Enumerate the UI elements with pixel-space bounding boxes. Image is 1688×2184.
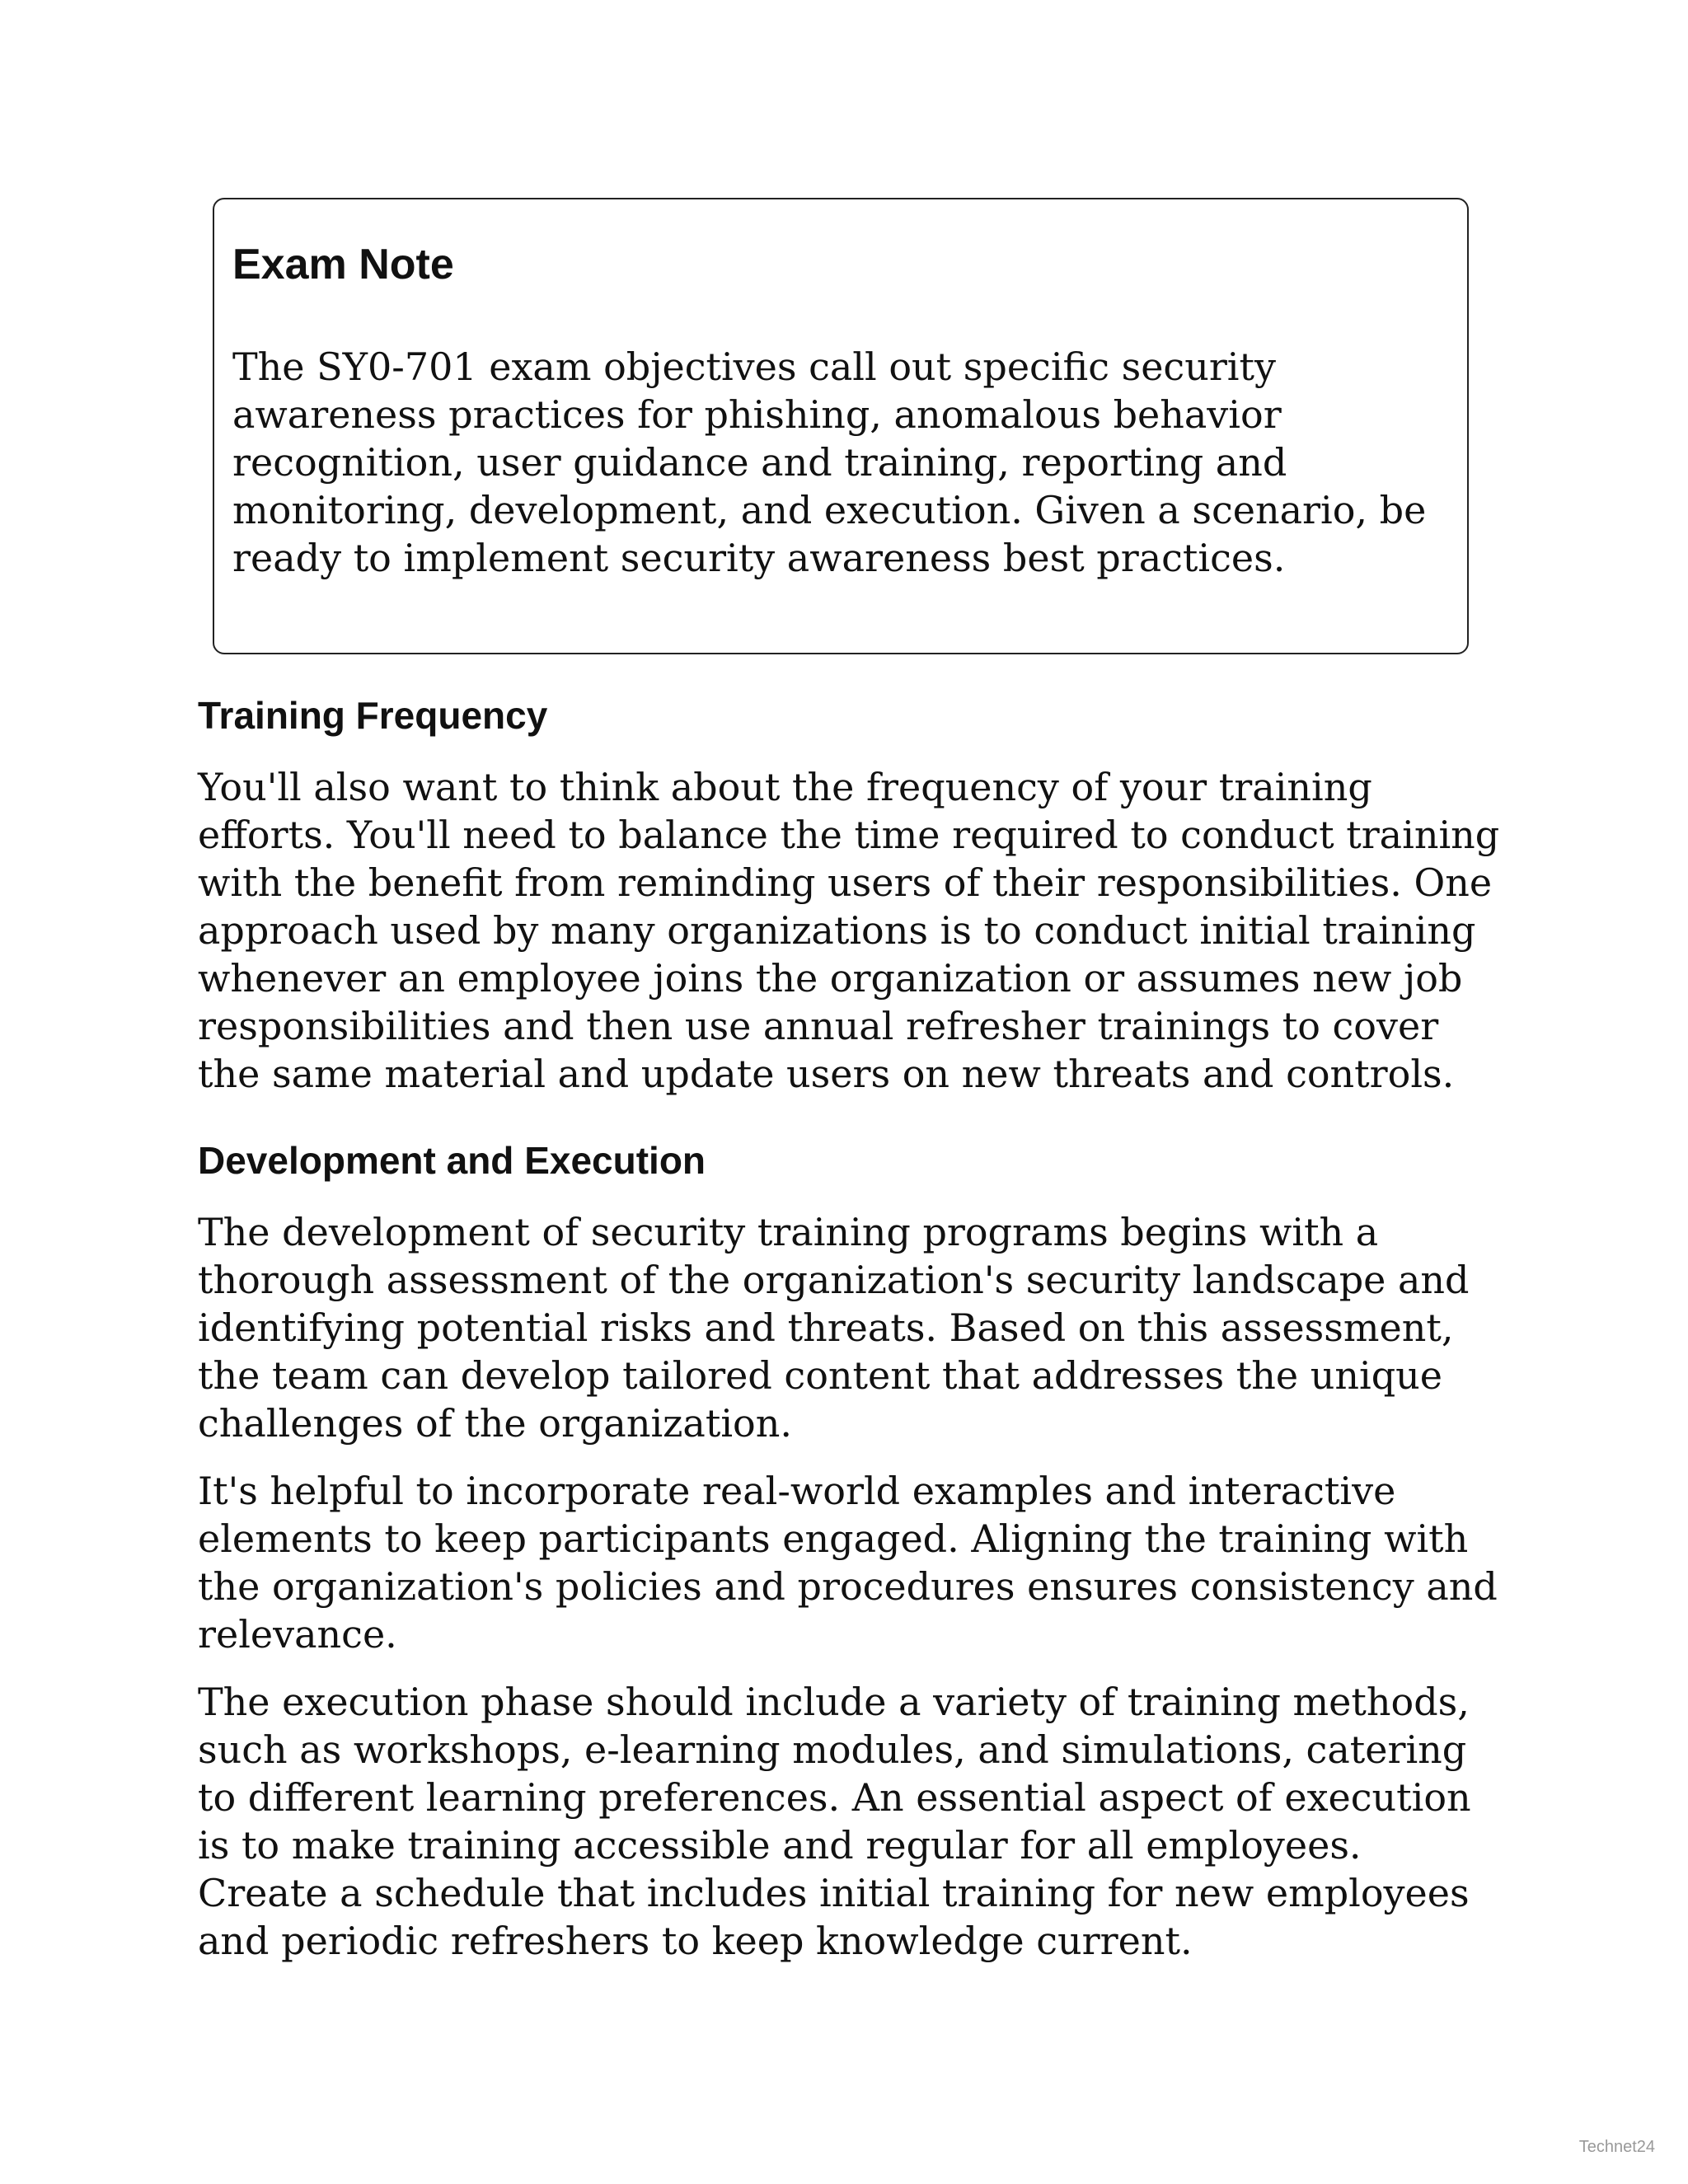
section-heading-training-frequency: Training Frequency <box>198 694 548 737</box>
paragraph-training-frequency: You'll also want to think about the frequency of your training efforts. You'll need to balance the time required to conduct training with the benefit from reminding users of their responsibilities. One approach used by many organizations is to conduct initial training whenever an employee joins the organization or assumes new job responsibilities and then use annual refresher trainings to cover the same material and update users on new threats and controls. <box>198 765 1500 1096</box>
paragraph-engagement: It's helpful to incorporate real-world examples and interactive elements to keep participants engaged. Aligning the training with the organization's policies and procedures ensures consistency and relevance. <box>198 1469 1498 1657</box>
main-content <box>198 692 1500 1965</box>
footer-watermark: Technet24 <box>1578 2138 1655 2156</box>
exam-note-body: The SY0-701 exam objectives call out specific security awareness practices for phishing, anomalous behavior recognition, user guidance and training, reporting and monitoring, development, and execution. Given a scenario, be ready to implement security awareness best practices. <box>232 344 1427 580</box>
exam-note-title: Exam Note <box>232 241 454 288</box>
paragraph-development: The development of security training programs begins with a thorough assessment of the organization's security landscape and identifying potential risks and threats. Based on this assessment, the team can develop tailored content that addresses the unique challenges of the organization. <box>198 1210 1470 1446</box>
exam-note-box <box>213 198 1469 654</box>
paragraph-execution: The execution phase should include a variety of training methods, such as workshops, e-learning modules, and simulations, catering to different learning preferences. An essential aspect of execution is to make training accessible and regular for all employees. Create a schedule that includes initial training for new employees and periodic refreshers to keep knowledge current. <box>198 1680 1471 1963</box>
section-heading-development-execution: Development and Execution <box>198 1139 706 1182</box>
